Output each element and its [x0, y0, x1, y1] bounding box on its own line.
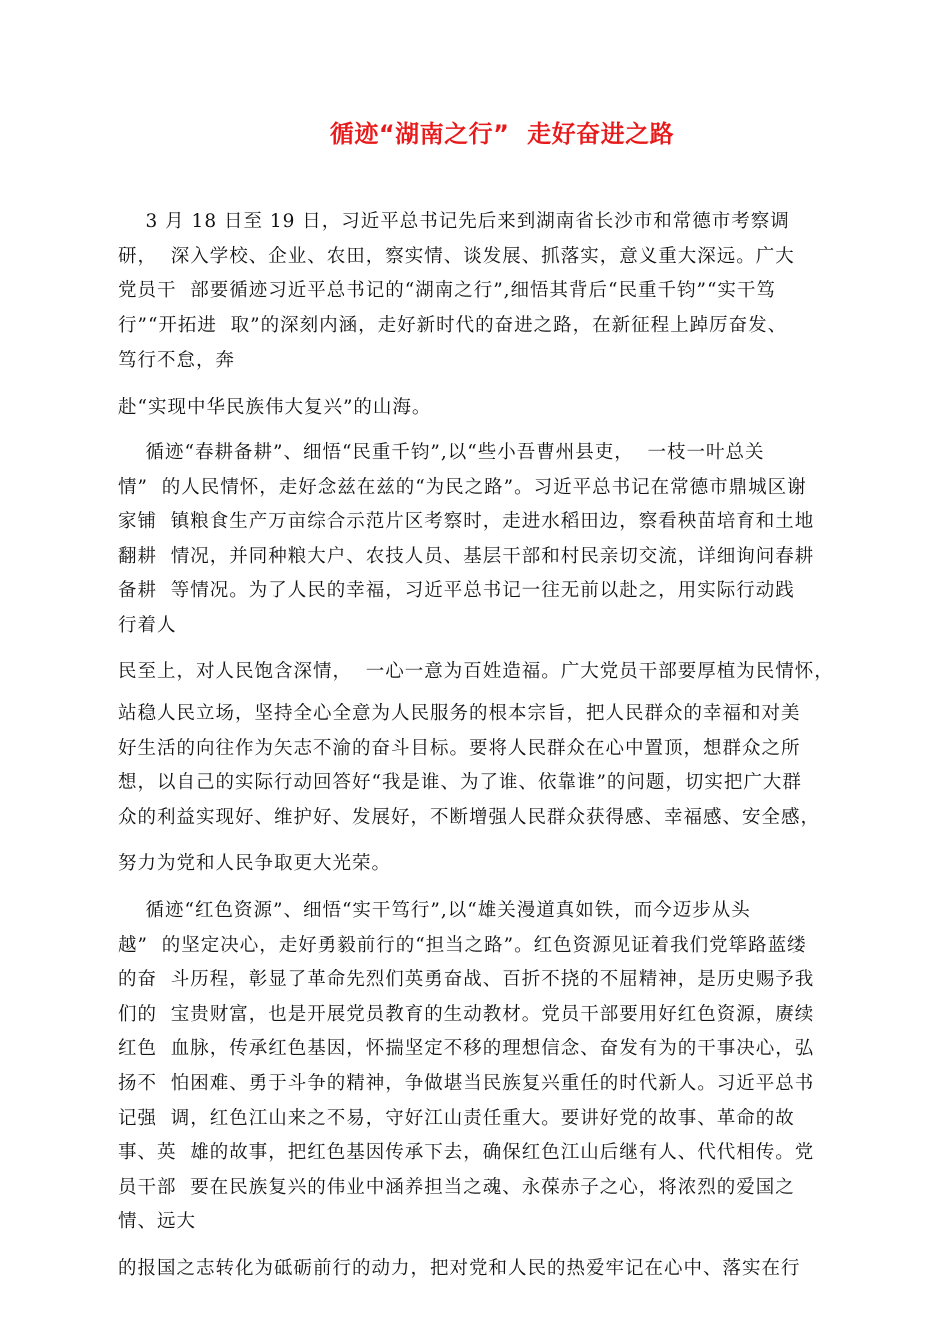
text-line: 研， 深入学校、企业、农田，察实情、谈发展、抓落实，意义重大深远。广大	[118, 246, 795, 267]
text-line: 行着人	[118, 615, 177, 636]
text-line: 循迹“春耕备耕”、细悟“民重千钧”,以“些小吾曹州县吏， 一枝一叶总关	[118, 442, 765, 463]
text-line: 众的利益实现好、维护好、发展好，不断增强人民群众获得感、幸福感、安全感，	[118, 807, 821, 828]
text-line: 记强 调，红色江山来之不易，守好江山责任重大。要讲好党的故事、革命的故	[118, 1108, 795, 1129]
text-line: 备耕 等情况。为了人民的幸福，习近平总书记一往无前以赴之，用实际行动践	[118, 580, 795, 601]
text-line: 越” 的坚定决心，走好勇毅前行的“担当之路”。红色资源见证着我们党筚路蓝缕	[118, 935, 807, 956]
text-line: 想，以自己的实际行动回答好“我是谁、为了谁、依靠谁”的问题，切实把广大群	[118, 772, 802, 793]
text-line: 的报国之志转化为砥砺前行的动力，把对党和人民的热爱牢记在心中、落实在行	[118, 1258, 801, 1279]
text-line: 的奋 斗历程，彰显了革命先烈们英勇奋战、百折不挠的不屈精神，是历史赐予我	[118, 969, 815, 990]
text-line: 好生活的向往作为矢志不渝的奋斗目标。要将人民群众在心中置顶，想群众之所	[118, 738, 801, 759]
text-line: 红色 血脉，传承红色基因，怀揣坚定不移的理想信念、奋发有为的干事决心，弘	[118, 1038, 815, 1059]
document-title: 循迹“湖南之行” 走好奋进之路	[329, 120, 675, 148]
text-line: 情、远大	[118, 1211, 197, 1232]
text-line: 们的 宝贵财富，也是开展党员教育的生动教材。党员干部要用好红色资源，赓续	[118, 1004, 815, 1025]
text-line: 家铺 镇粮食生产万亩综合示范片区考察时，走进水稻田边，察看秧苗培育和土地	[118, 511, 815, 532]
text-line: 扬不 怕困难、勇于斗争的精神，争做堪当民族复兴重任的时代新人。习近平总书	[118, 1073, 815, 1094]
text-line: 翻耕 情况，并同种粮大户、农技人员、基层干部和村民亲切交流，详细询问春耕	[118, 546, 815, 567]
text-line: 行”“开拓进 取”的深刻内涵，走好新时代的奋进之路，在新征程上踔厉奋发、	[118, 315, 788, 336]
text-line: 3 月 18 日至 19 日，习近平总书记先后来到湖南省长沙市和常德市考察调	[118, 211, 790, 232]
text-line: 事、英 雄的故事，把红色基因传承下去，确保红色江山后继有人、代代相传。党	[118, 1142, 815, 1163]
text-line: 站稳人民立场，坚持全心全意为人民服务的根本宗旨，把人民群众的幸福和对美	[118, 703, 801, 724]
text-line: 赴“实现中华民族伟大复兴”的山海。	[118, 397, 432, 418]
text-line: 党员干 部要循迹习近平总书记的“湖南之行”,细悟其背后“民重千钧”“实干笃	[118, 280, 776, 301]
text-line: 努力为党和人民争取更大光荣。	[118, 853, 392, 874]
text-line: 员干部 要在民族复兴的伟业中涵养担当之魂、永葆赤子之心，将浓烈的爱国之	[118, 1177, 795, 1198]
text-line: 笃行不怠，奔	[118, 350, 236, 371]
text-line: 民至上，对人民饱含深情， 一心一意为百姓造福。广大党员干部要厚植为民情怀，	[118, 661, 834, 682]
text-line: 循迹“红色资源”、细悟“实干笃行”,以“雄关漫道真如铁，而今迈步从头	[118, 900, 751, 921]
text-line: 情” 的人民情怀，走好念兹在兹的“为民之路”。习近平总书记在常德市鼎城区谢	[118, 477, 807, 498]
